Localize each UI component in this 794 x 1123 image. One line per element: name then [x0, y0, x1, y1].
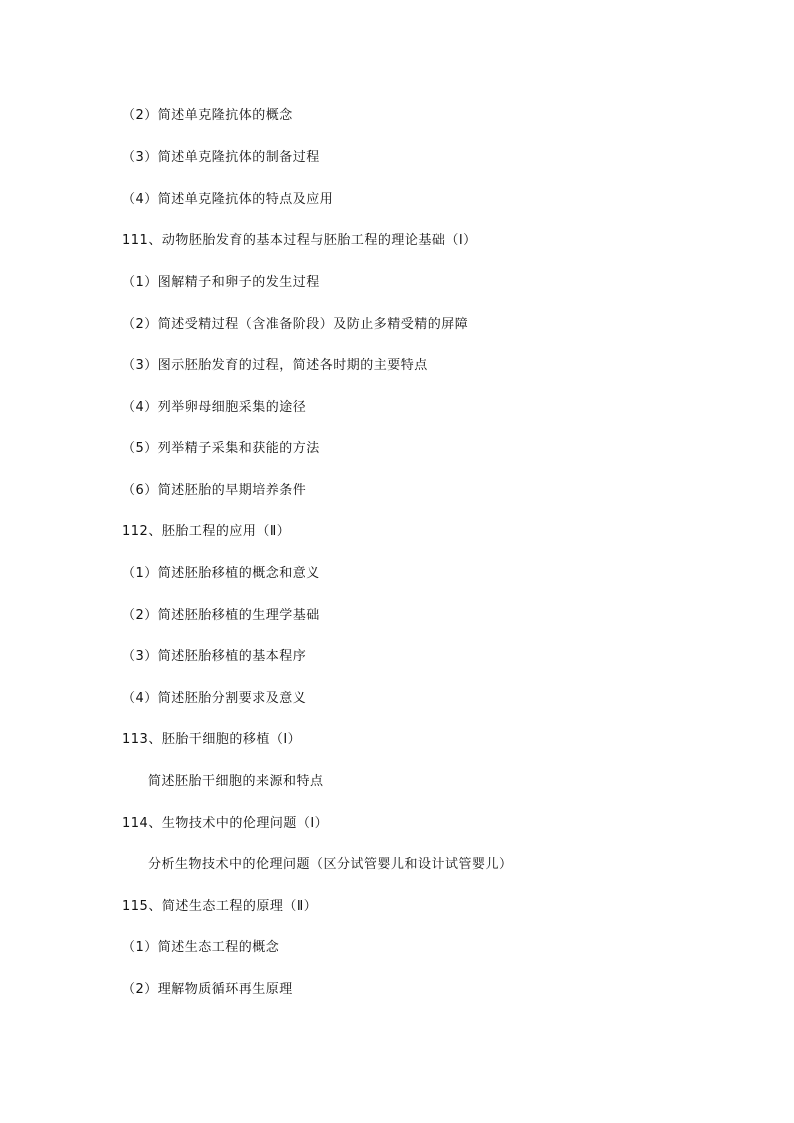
text-line: （2）简述受精过程（含准备阶段）及防止多精受精的屏障 [122, 317, 469, 332]
section-heading: 114、生物技术中的伦理问题（Ⅰ） [122, 816, 329, 831]
section-heading: 111、动物胚胎发育的基本过程与胚胎工程的理论基础（Ⅰ） [122, 233, 477, 248]
text-line: （1）图解精子和卵子的发生过程 [122, 275, 320, 290]
text-line: （4）简述单克隆抗体的特点及应用 [122, 192, 334, 207]
section-heading: 113、胚胎干细胞的移植（Ⅰ） [122, 732, 302, 747]
text-line: （4）简述胚胎分割要求及意义 [122, 691, 307, 706]
text-line: （3）简述胚胎移植的基本程序 [122, 649, 307, 664]
text-line: （3）图示胚胎发育的过程，简述各时期的主要特点 [122, 358, 428, 373]
text-line: （6）简述胚胎的早期培养条件 [122, 483, 307, 498]
text-line: （2）理解物质循环再生原理 [122, 982, 293, 997]
text-line: （1）简述胚胎移植的概念和意义 [122, 566, 320, 581]
text-line: 分析生物技术中的伦理问题（区分试管婴儿和设计试管婴儿） [148, 857, 513, 872]
text-line: 简述胚胎干细胞的来源和特点 [148, 774, 324, 789]
section-heading: 115、简述生态工程的原理（Ⅱ） [122, 899, 318, 914]
text-line: （3）简述单克隆抗体的制备过程 [122, 150, 320, 165]
section-heading: 112、胚胎工程的应用（Ⅱ） [122, 524, 291, 539]
text-line: （5）列举精子采集和获能的方法 [122, 441, 320, 456]
text-line: （1）简述生态工程的概念 [122, 940, 280, 955]
text-line: （4）列举卵母细胞采集的途径 [122, 400, 307, 415]
text-line: （2）简述单克隆抗体的概念 [122, 108, 293, 123]
text-line: （2）简述胚胎移植的生理学基础 [122, 608, 320, 623]
